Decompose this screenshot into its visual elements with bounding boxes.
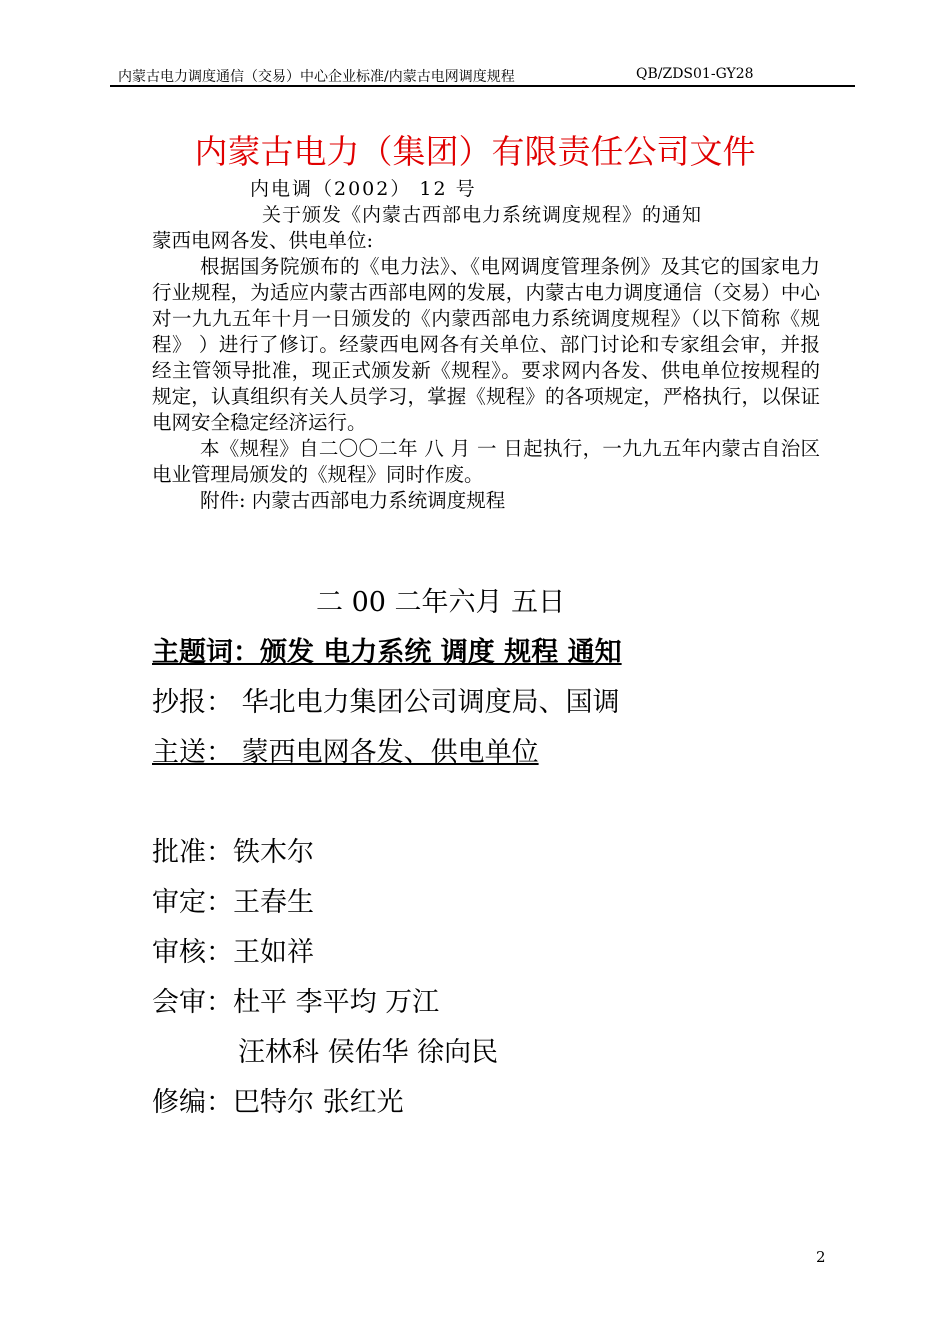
header-right-code: QB/ZDS01-GY28 [636,66,754,82]
document-number: 内电调（2002） 12 号 [250,178,477,200]
signature-label: 审核： [152,937,233,968]
signature-names: 王春生 [233,887,314,918]
header-left-text: 内蒙古电力调度通信（交易）中心企业标准/内蒙古电网调度规程 [118,69,515,85]
body-paragraph-1: 根据国务院颁布的《电力法》、《电网调度管理条例》及其它的国家电力行业规程，为适应内蒙古西部电网的发展，内蒙古电力调度通信（交易）中心对一九九五年十月一日颁发的《内蒙西部电力系统调度规程》（以下简称《规程》 ）进行了修订。经蒙西电网各有关单位、部门讨论和专家组会审，并报经主管领导批准，现正式颁发新《规程》。要求网内各发、供电单位按规程的规定，认真组织有关人员学习，掌握《规程》的各项规定，严格执行，以保证电网安全稳定经济运行。 [152,255,820,434]
cc-line: 抄报： 华北电力集团公司调度局、国调 [152,687,620,718]
header-divider [110,85,855,87]
issue-date: 二 00 二年六月 五日 [316,587,566,618]
signature-joint-review-continued [238,1030,498,1069]
signature-names: 杜平 李平均 万江 [233,987,440,1018]
main-send-line: 主送： 蒙西电网各发、供电单位 [152,737,539,768]
keywords-line: 主题词：颁发 电力系统 调度 规程 通知 [152,637,622,668]
signature-label: 审定： [152,887,233,918]
salutation: 蒙西电网各发、供电单位: [152,229,374,252]
signature-audit [152,930,314,969]
signature-label: 批准： [152,837,233,868]
document-title: 内蒙古电力（集团）有限责任公司文件 [194,132,756,171]
signature-label: 会审： [152,987,233,1018]
signature-names: 巴特尔 张红光 [233,1087,404,1118]
signature-approve [152,830,314,869]
body-paragraph-2: 本《规程》自二〇〇二年 八 月 一 日起执行，一九九五年内蒙古自治区电业管理局颁发的《规程》同时作废。 [152,437,820,486]
attachment-line: 附件: 内蒙古西部电力系统调度规程 [200,489,506,512]
document-body [152,228,820,514]
signature-names: 汪林科 侯佑华 徐向民 [238,1037,499,1068]
page-number: 2 [816,1248,826,1266]
signature-label: 修编： [152,1087,233,1118]
signature-joint-review [152,980,439,1019]
notice-subject: 关于颁发《内蒙古西部电力系统调度规程》的通知 [262,204,703,226]
signature-editor [152,1080,404,1119]
signature-review [152,880,314,919]
signature-names: 王如祥 [233,937,314,968]
signature-names: 铁木尔 [233,837,314,868]
